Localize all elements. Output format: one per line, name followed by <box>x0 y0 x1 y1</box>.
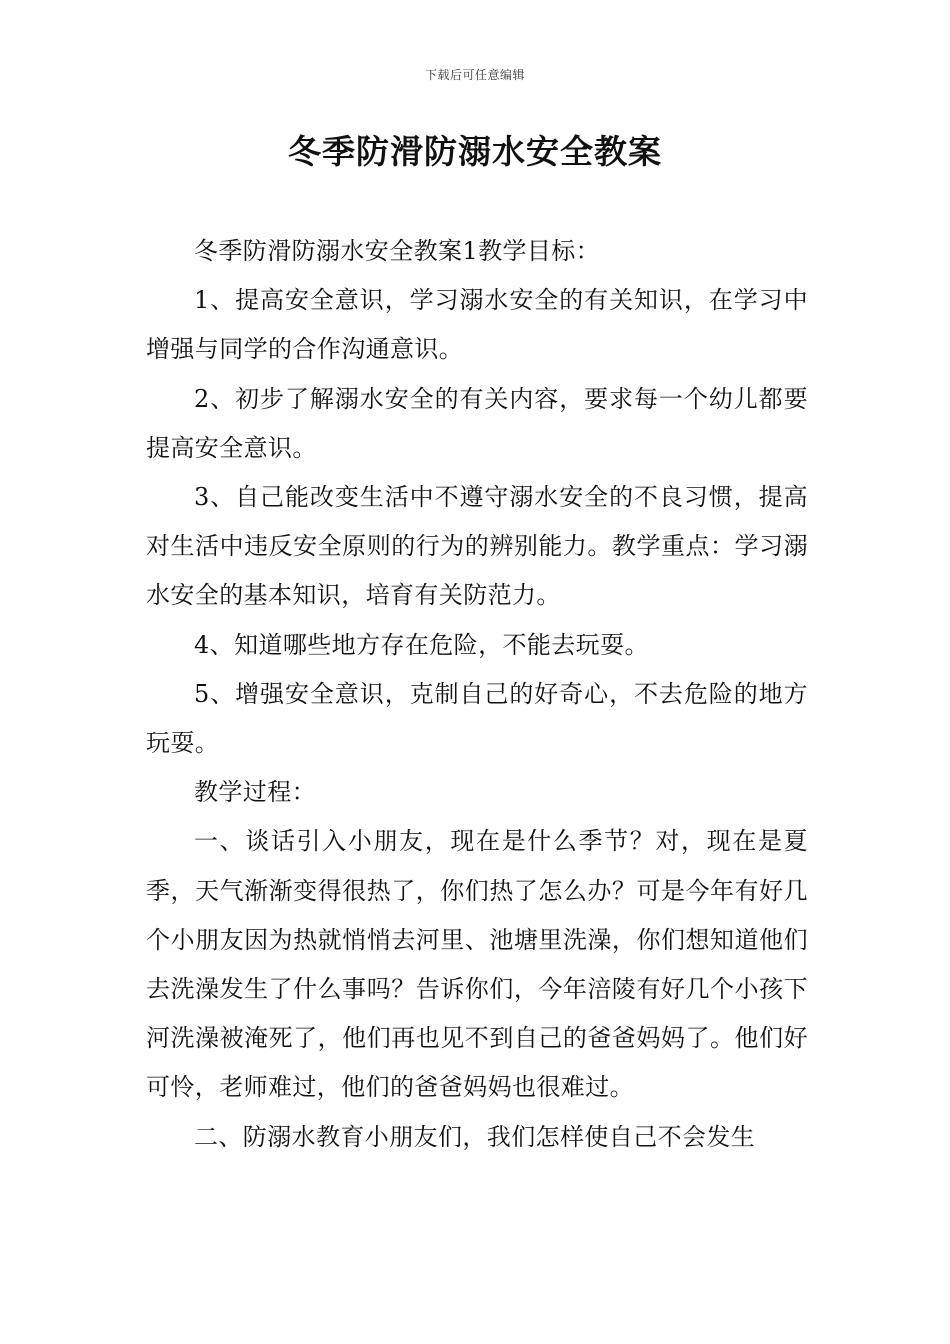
document-body <box>146 227 808 1162</box>
header-note: 下载后可任意编辑 <box>424 68 525 82</box>
document-title: 冬季防滑防溺水安全教案 <box>288 132 662 171</box>
paragraph-goal-4: 4、知道哪些地方存在危险，不能去玩耍。 <box>194 630 649 659</box>
paragraph-intro: 冬季防滑防溺水安全教案1教学目标： <box>194 237 601 265</box>
paragraph-goal-1: 1、提高安全意识，学习溺水安全的有关知识，在学习中增强与同学的合作沟通意识。 <box>146 286 808 364</box>
paragraph-goal-3: 3、自己能改变生活中不遵守溺水安全的不良习惯，提高对生活中违反安全原则的行为的辨别能力。教学重点：学习溺水安全的基本知识，培育有关防范力。 <box>146 483 808 610</box>
paragraph-goal-5: 5、增强安全意识，克制自己的好奇心，不去危险的地方玩耍。 <box>146 679 808 758</box>
paragraph-goal-2: 2、初步了解溺水安全的有关内容，要求每一个幼儿都要提高安全意识。 <box>146 384 808 462</box>
paragraph-process-heading: 教学过程： <box>194 778 316 807</box>
paragraph-step-1: 一、谈话引入小朋友，现在是什么季节？对，现在是夏季，天气渐渐变得很热了，你们热了怎么办？可是今年有好几个小朋友因为热就悄悄去河里、池塘里洗澡，你们想知道他们去洗澡发生了什么事吗？告诉你们，今年涪陵有好几个小孩下河洗澡被淹死了，他们再也见不到自己的爸爸妈妈了。他们好可怜，老师难过，他们的爸爸妈妈也很难过。 <box>146 827 808 1102</box>
paragraph-step-2: 二、防溺水教育小朋友们，我们怎样使自己不会发生 <box>194 1122 756 1151</box>
